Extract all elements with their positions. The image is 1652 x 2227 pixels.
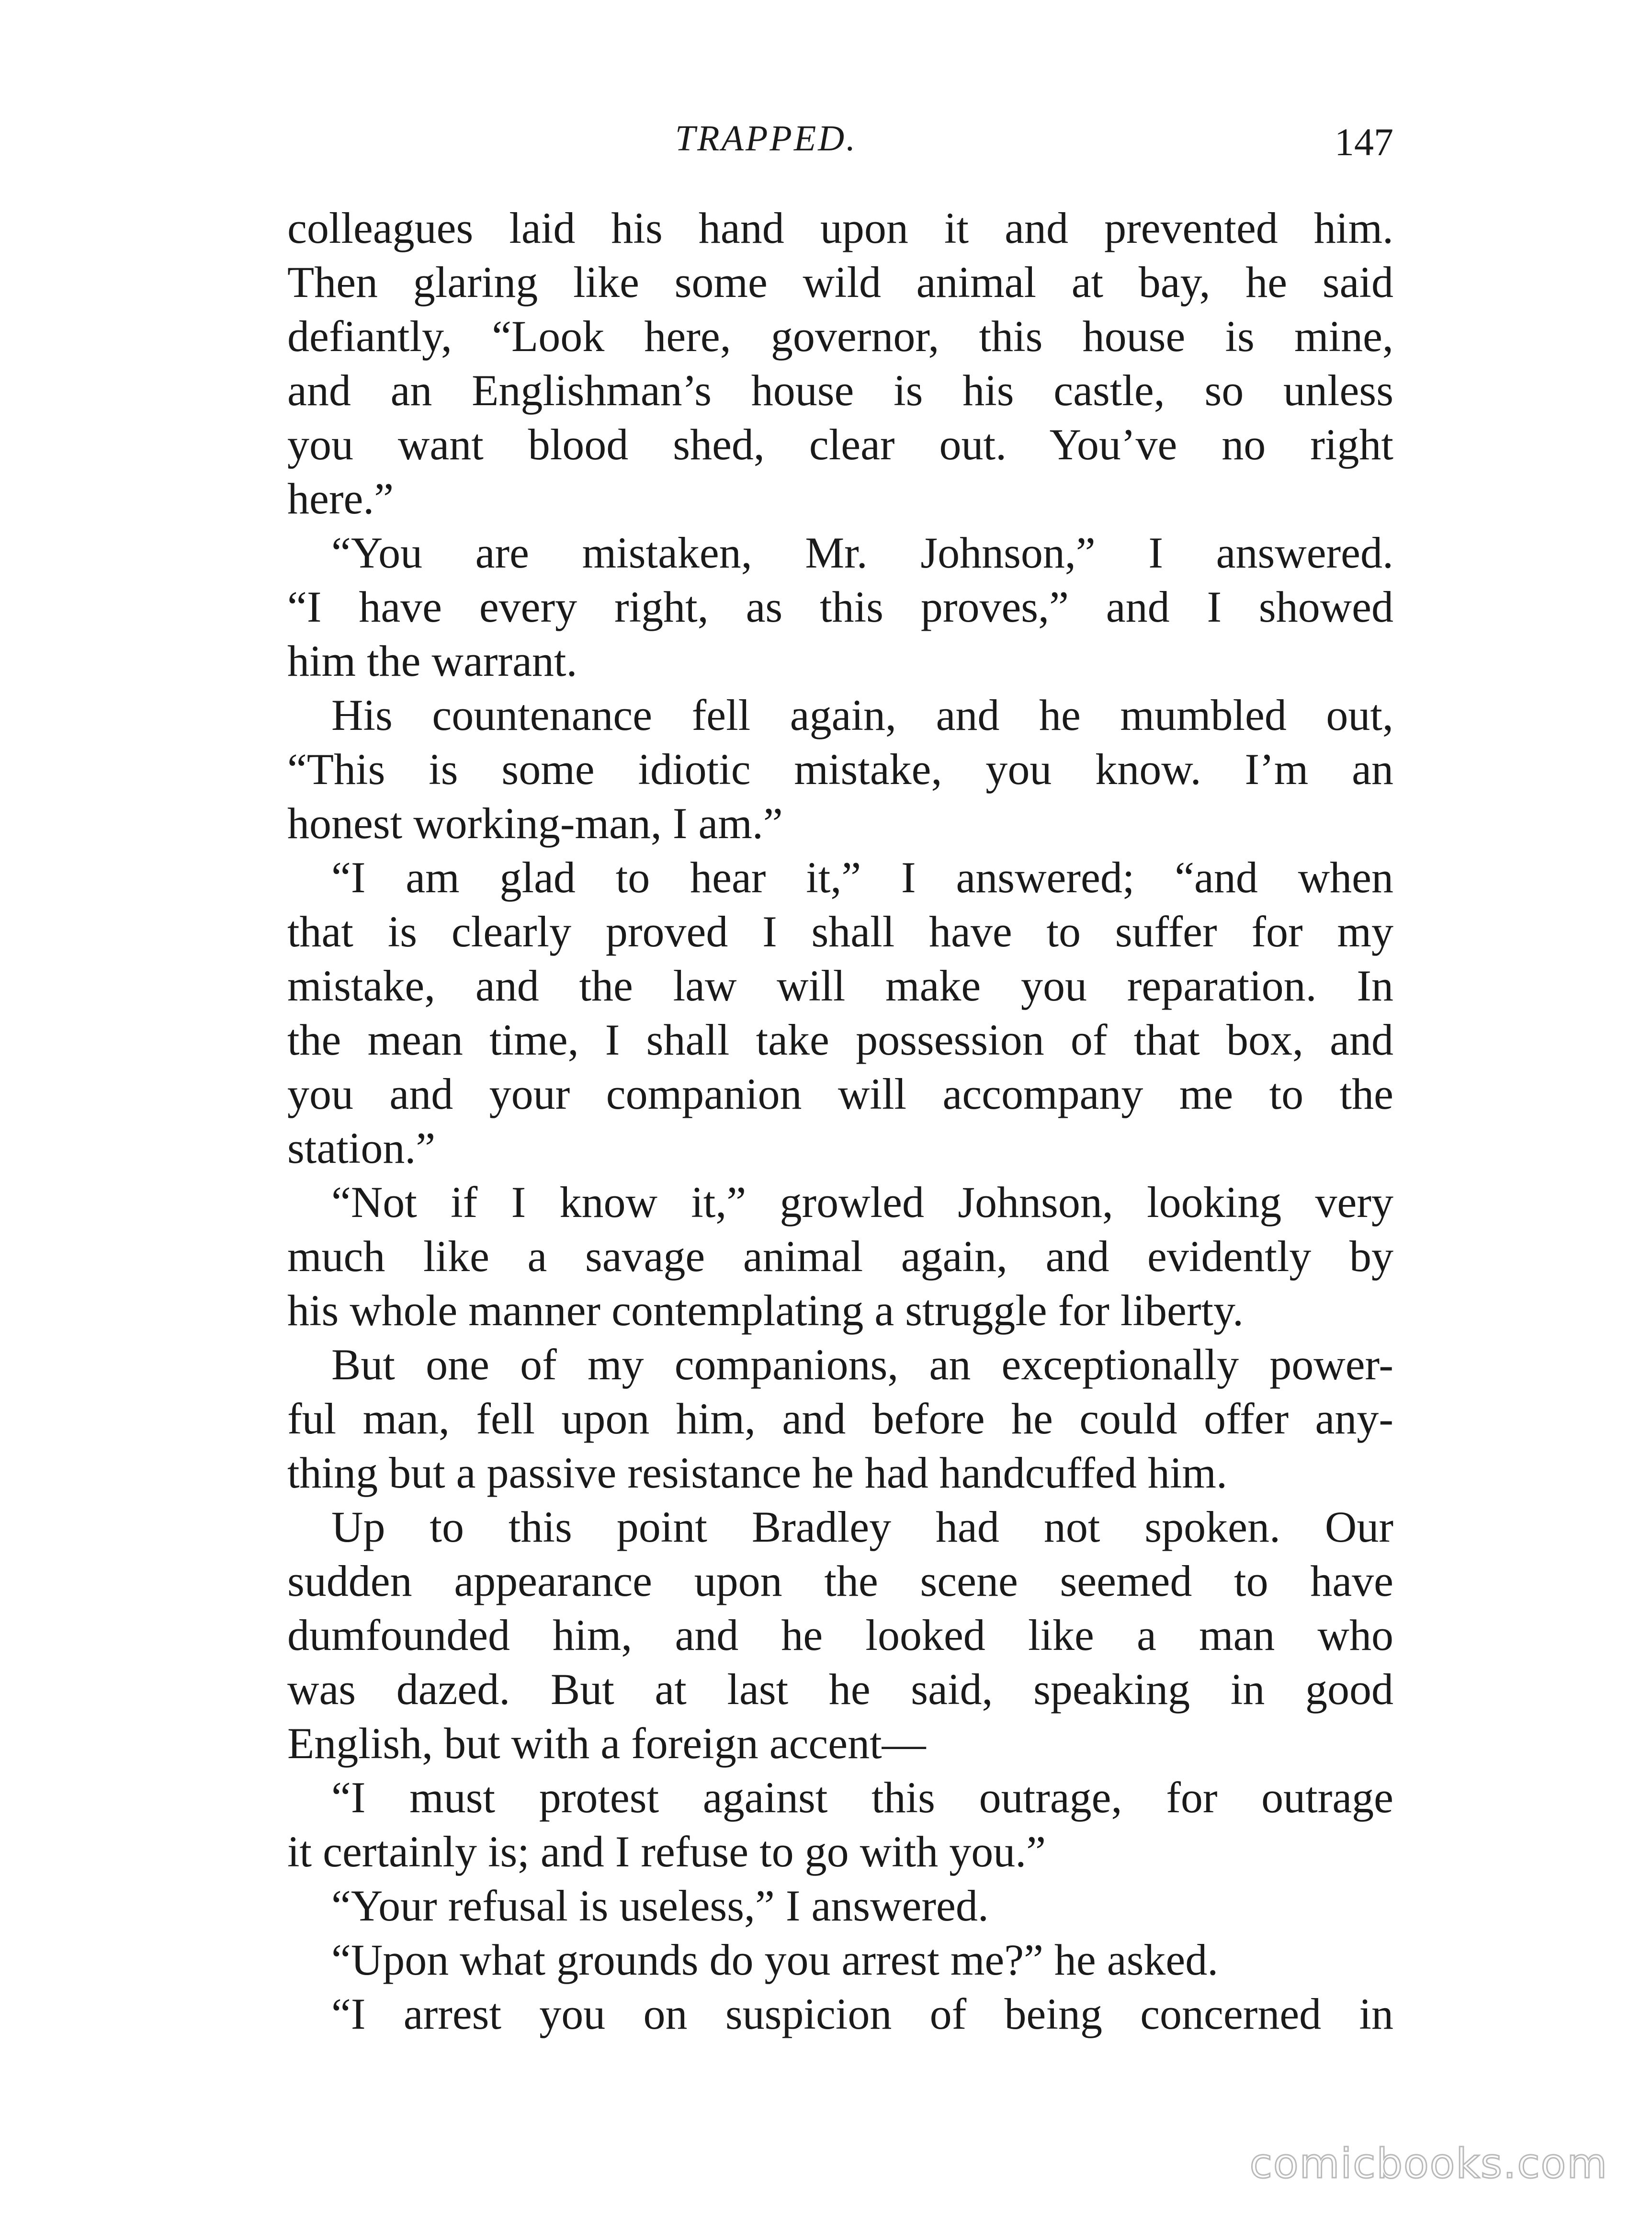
text-line: English, but with a foreign accent— xyxy=(287,1719,926,1768)
text-line: him the warrant. xyxy=(287,636,577,685)
text-line: “Your refusal is useless,” I answered. xyxy=(331,1881,989,1930)
text-line: Up to this point Bradley had not spoken. Our xyxy=(331,1502,1393,1551)
running-head xyxy=(287,113,1393,166)
text-line: that is clearly proved I shall have to suffer for my xyxy=(287,907,1393,956)
text-line: station.” xyxy=(287,1124,436,1172)
watermark-logo: comicbooks.com xyxy=(1249,2140,1608,2188)
text-line: “I must protest against this outrage, for outrage xyxy=(331,1773,1393,1822)
text-line: his whole manner contemplating a struggle for liberty. xyxy=(287,1286,1244,1335)
text-line: and an Englishman’s house is his castle, so unless xyxy=(287,366,1393,415)
text-line: you want blood shed, clear out. You’ve no right xyxy=(287,420,1393,469)
text-line: Then glaring like some wild animal at bay, he said xyxy=(287,258,1393,307)
text-line: dumfounded him, and he looked like a man who xyxy=(287,1611,1393,1659)
text-line: ful man, fell upon him, and before he could offer any- xyxy=(287,1394,1393,1443)
text-line: much like a savage animal again, and evidently by xyxy=(287,1232,1393,1281)
text-line: defiantly, “Look here, governor, this house is mine, xyxy=(287,312,1393,361)
text-line: “This is some idiotic mistake, you know. I’m an xyxy=(287,745,1393,794)
text-line: you and your companion will accompany me to the xyxy=(287,1069,1393,1118)
running-title: TRAPPED. xyxy=(675,118,858,159)
text-line: was dazed. But at last he said, speaking in good xyxy=(287,1665,1393,1714)
text-line: “You are mistaken, Mr. Johnson,” I answered. xyxy=(331,528,1393,577)
text-line: here.” xyxy=(287,474,394,523)
body-text xyxy=(287,201,1393,2041)
text-line: “I am glad to hear it,” I answered; “and when xyxy=(331,853,1393,902)
text-line: mistake, and the law will make you reparation. In xyxy=(287,961,1393,1010)
text-line: “Not if I know it,” growled Johnson, looking very xyxy=(331,1178,1393,1227)
text-line: “Upon what grounds do you arrest me?” he asked. xyxy=(331,1935,1219,1984)
text-line: it certainly is; and I refuse to go with you.” xyxy=(287,1827,1046,1876)
text-line: thing but a passive resistance he had handcuffed him. xyxy=(287,1448,1227,1497)
text-line: honest working-man, I am.” xyxy=(287,799,783,848)
text-line: “I have every right, as this proves,” and I showed xyxy=(287,582,1393,631)
text-line: But one of my companions, an exceptionally power- xyxy=(331,1340,1393,1389)
text-line: His countenance fell again, and he mumbled out, xyxy=(331,691,1393,739)
text-line: colleagues laid his hand upon it and prevented him. xyxy=(287,204,1393,252)
text-line: the mean time, I shall take possession of that box, and xyxy=(287,1015,1393,1064)
text-line: “I arrest you on suspicion of being concerned in xyxy=(331,1989,1393,2038)
text-line: sudden appearance upon the scene seemed to have xyxy=(287,1557,1393,1605)
page-number: 147 xyxy=(1335,120,1393,164)
